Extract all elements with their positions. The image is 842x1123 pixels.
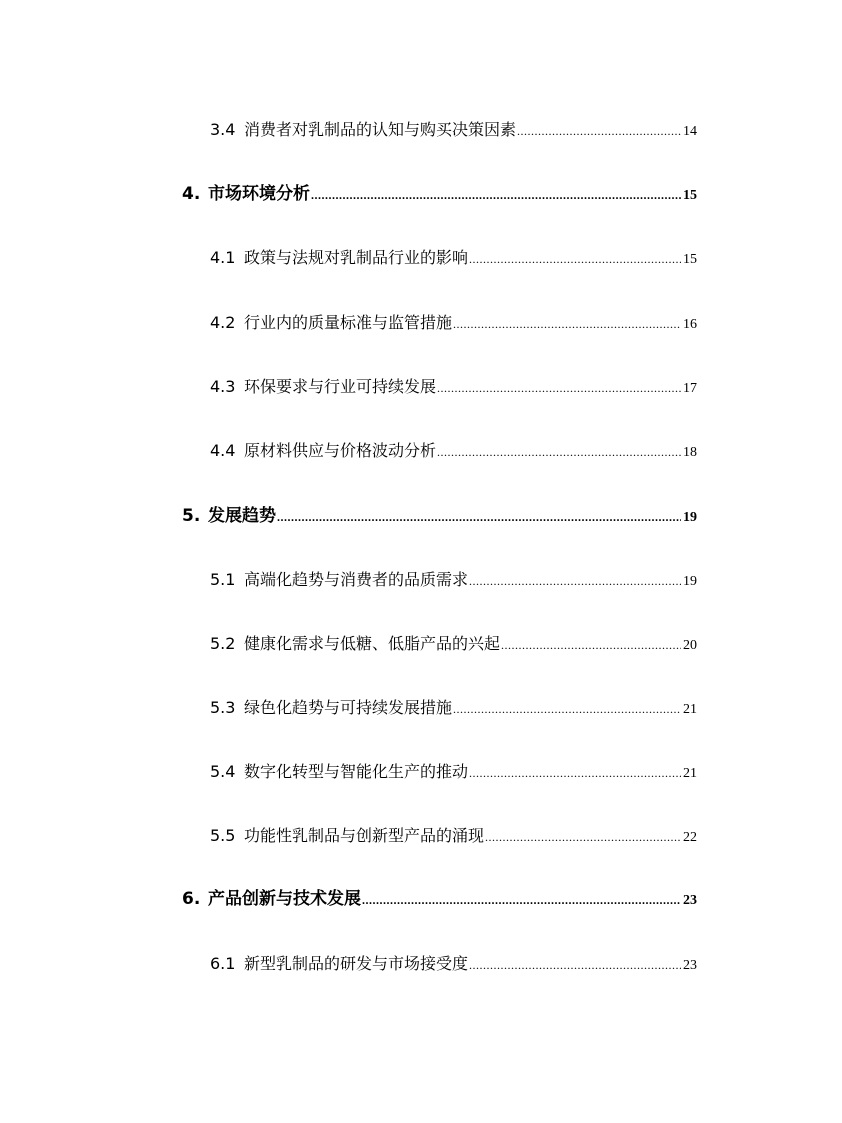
toc-page-number: 21 [683, 702, 697, 717]
toc-dot-leader [501, 633, 681, 657]
toc-dot-leader [469, 247, 681, 271]
toc-entry-title: 数字化转型与智能化生产的推动 [244, 762, 469, 781]
toc-entry-title: 发展趋势 [208, 506, 276, 526]
toc-entry-4-4[interactable] [210, 439, 697, 463]
toc-page-number: 15 [683, 252, 697, 267]
toc-entry-number: 4. [182, 184, 201, 204]
toc-page-number: 16 [683, 317, 697, 332]
toc-entry-5[interactable] [182, 504, 697, 528]
toc-entry-title: 市场环境分析 [208, 184, 310, 204]
toc-entry-number: 4.2 [210, 313, 236, 332]
toc-entry-number: 5.3 [210, 698, 236, 717]
toc-entry-number: 5.1 [210, 570, 236, 589]
toc-page-number: 19 [683, 574, 697, 589]
toc-entry-5-5[interactable] [210, 824, 697, 848]
toc-dot-leader [437, 440, 681, 464]
toc-entry-title: 消费者对乳制品的认知与购买决策因素 [244, 120, 517, 139]
toc-entry-4-2[interactable] [210, 311, 697, 335]
toc-entry-5-4[interactable] [210, 760, 697, 784]
toc-entry-title: 绿色化趋势与可持续发展措施 [244, 698, 453, 717]
toc-dot-leader [437, 376, 681, 400]
toc-dot-leader [469, 761, 681, 785]
toc-entry-number: 5.5 [210, 826, 236, 845]
toc-dot-leader [469, 953, 681, 977]
toc-entry-3-4[interactable] [210, 118, 697, 142]
toc-page-number: 23 [683, 958, 697, 973]
toc-page-number: 19 [683, 510, 697, 525]
toc-entry-title: 健康化需求与低糖、低脂产品的兴起 [244, 634, 501, 653]
toc-entry-title: 产品创新与技术发展 [208, 889, 361, 909]
toc-entry-6-1[interactable] [210, 952, 697, 976]
toc-dot-leader [517, 119, 681, 143]
toc-entry-5-3[interactable] [210, 696, 697, 720]
toc-entry-number: 3.4 [210, 120, 236, 139]
toc-entry-number: 5. [182, 506, 201, 526]
toc-entry-number: 5.2 [210, 634, 236, 653]
toc-entry-5-1[interactable] [210, 568, 697, 592]
toc-page-number: 14 [683, 124, 697, 139]
toc-dot-leader [469, 569, 681, 593]
toc-entry-title: 功能性乳制品与创新型产品的涌现 [244, 826, 485, 845]
toc-entry-number: 4.1 [210, 248, 236, 267]
toc-dot-leader [453, 697, 681, 721]
toc-entry-number: 5.4 [210, 762, 236, 781]
toc-entry-title: 原材料供应与价格波动分析 [244, 441, 437, 460]
toc-entry-4-1[interactable] [210, 246, 697, 270]
toc-page-number: 18 [683, 445, 697, 460]
toc-entry-number: 6.1 [210, 954, 236, 973]
toc-page-number: 23 [683, 893, 697, 908]
toc-dot-leader [311, 183, 681, 207]
toc-page-number: 15 [683, 188, 697, 203]
toc-entry-4[interactable] [182, 182, 697, 206]
toc-page-number: 20 [683, 638, 697, 653]
toc-page-number: 21 [683, 766, 697, 781]
toc-dot-leader [453, 312, 681, 336]
toc-page-number: 17 [683, 381, 697, 396]
toc-entry-number: 6. [182, 889, 201, 909]
toc-entry-title: 行业内的质量标准与监管措施 [244, 313, 453, 332]
toc-entry-number: 4.3 [210, 377, 236, 396]
toc-page-number: 22 [683, 830, 697, 845]
toc-entry-title: 环保要求与行业可持续发展 [244, 377, 437, 396]
toc-entry-title: 高端化趋势与消费者的品质需求 [244, 570, 469, 589]
toc-entry-title: 政策与法规对乳制品行业的影响 [244, 248, 469, 267]
toc-dot-leader [277, 505, 681, 529]
toc-dot-leader [485, 825, 681, 849]
toc-entry-title: 新型乳制品的研发与市场接受度 [244, 954, 469, 973]
toc-dot-leader [362, 888, 681, 912]
toc-entry-5-2[interactable] [210, 632, 697, 656]
toc-entry-6[interactable] [182, 887, 697, 911]
toc-entry-number: 4.4 [210, 441, 236, 460]
toc-entry-4-3[interactable] [210, 375, 697, 399]
